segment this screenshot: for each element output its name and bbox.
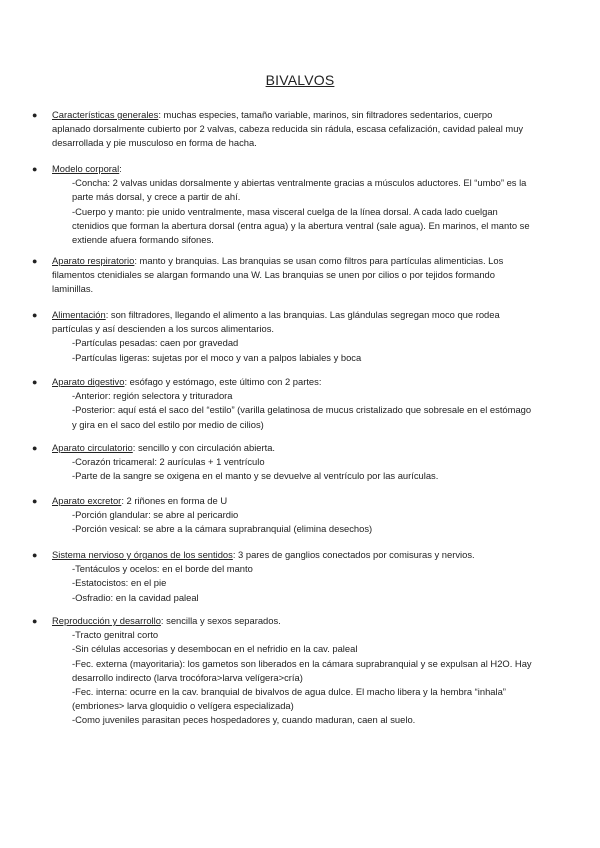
- list-item: -Sin células accesorias y desembocan en el nefridio en la cav. paleal: [72, 643, 358, 655]
- section-aparato-respiratorio: [32, 254, 532, 297]
- section-heading: Aparato circulatorio: [52, 442, 133, 453]
- section-text: : muchas especies, tamaño variable, marinos, sin filtradores sedentarios, cuerpo aplanado dorsalmente cubierto por 2 valvas, cabeza reducida sin rádula, escasa cefalización, cavidad paleal muy desarrollada y pie musculoso en forma de hacha.: [52, 109, 524, 149]
- section-text: : esófago y estómago, este último con 2 partes:: [124, 376, 322, 387]
- section-paragraph: [52, 614, 532, 728]
- section-caracteristicas: [32, 108, 532, 151]
- bullet-icon: ●: [32, 377, 38, 387]
- section-paragraph: [52, 548, 532, 605]
- section-text: : sencillo y con circulación abierta.: [132, 442, 276, 453]
- bullet-icon: ●: [32, 164, 38, 174]
- list-item: -Porción vesical: se abre a la cámara suprabranquial (elimina desechos): [72, 523, 373, 535]
- section-reproduccion: [32, 614, 532, 728]
- list-item: -Posterior: aquí está el saco del “estilo” (varilla gelatinosa de mucus cristalizado que sobresale en el estómago y gira en el saco del estilo por medio de cilios): [72, 404, 532, 430]
- list-item: -Tracto genitral corto: [72, 629, 159, 641]
- list-item: -Osfradio: en la cavidad paleal: [72, 591, 199, 603]
- section-heading: Sistema nervioso y órganos de los sentidos: [52, 549, 233, 560]
- section-text: : manto y branquias. Las branquias se usan como filtros para partículas alimenticias. Los filamentos ctenidiales se alargan formando una W. Las branquias se unen por cilios o por tejidos formando laminillas.: [52, 255, 504, 295]
- list-item: -Porción glandular: se abre al pericardio: [72, 509, 239, 521]
- section-aparato-circulatorio: [32, 441, 532, 484]
- section-paragraph: [52, 254, 532, 297]
- bullet-icon: ●: [32, 550, 38, 560]
- section-sistema-nervioso: [32, 548, 532, 605]
- list-item: -Partículas pesadas: caen por gravedad: [72, 337, 239, 349]
- section-text: :: [119, 163, 122, 174]
- section-modelo-corporal: [32, 162, 532, 247]
- section-text: : 2 riñones en forma de U: [121, 495, 228, 506]
- section-paragraph: [52, 162, 532, 247]
- list-item: -Cuerpo y manto: pie unido ventralmente, masa visceral cuelga de la línea dorsal. A cada lado cuelgan ctenidios que forman la abertura dorsal (entra agua) y la abertura ventral (sale agua). En marinos, el manto se extiende afuera formando sifones.: [72, 205, 530, 246]
- section-heading: Aparato excretor: [52, 495, 122, 506]
- document-title: BIVALVOS: [265, 72, 335, 88]
- section-paragraph: [52, 308, 532, 365]
- list-item: -Partículas ligeras: sujetas por el moco y van a palpos labiales y boca: [72, 351, 362, 363]
- section-paragraph: [52, 375, 532, 432]
- section-heading: Reproducción y desarrollo: [52, 615, 161, 626]
- section-paragraph: [52, 494, 532, 537]
- bullet-icon: ●: [32, 616, 38, 626]
- bullet-icon: ●: [32, 256, 38, 266]
- list-item: -Estatocistos: en el pie: [72, 577, 167, 589]
- section-heading: Alimentación: [52, 309, 106, 320]
- section-alimentacion: [32, 308, 532, 365]
- list-item: -Corazón tricameral: 2 aurículas + 1 ventrículo: [72, 456, 265, 468]
- list-item: -Como juveniles parasitan peces hospedadores y, cuando maduran, caen al suelo.: [72, 714, 416, 726]
- section-text: : son filtradores, llegando el alimento a las branquias. Las glándulas segregan moco que rodea partículas y así descienden a los surcos alimentarios.: [52, 309, 500, 335]
- list-item: -Anterior: región selectora y trituradora: [72, 390, 233, 402]
- section-text: : 3 pares de ganglios conectados por comisuras y nervios.: [232, 549, 475, 560]
- section-heading: Características generales: [52, 109, 159, 120]
- bullet-icon: ●: [32, 443, 38, 453]
- bullet-icon: ●: [32, 110, 38, 120]
- section-paragraph: [52, 441, 532, 484]
- section-aparato-digestivo: [32, 375, 532, 432]
- section-paragraph: [52, 108, 532, 151]
- list-item: -Fec. externa (mayoritaria): los gametos son liberados en la cámara suprabranquial y se expulsan al H2O. Hay desarrollo indirecto (larva trocófora>larva velígera>cría): [72, 657, 532, 683]
- bullet-icon: ●: [32, 310, 38, 320]
- section-text: : sencilla y sexos separados.: [160, 615, 281, 626]
- bullet-icon: ●: [32, 496, 38, 506]
- list-item: -Tentáculos y ocelos: en el borde del manto: [72, 563, 253, 575]
- section-heading: Aparato respiratorio: [52, 255, 135, 266]
- list-item: -Parte de la sangre se oxigena en el manto y se devuelve al ventrículo por las aurículas.: [72, 470, 439, 482]
- section-heading: Aparato digestivo: [52, 376, 125, 387]
- section-aparato-excretor: [32, 494, 532, 537]
- list-item: -Fec. interna: ocurre en la cav. branquial de bivalvos de agua dulce. El macho libera y la hembra “inhala” (embriones> larva gloquidio o velígera especializada): [72, 686, 506, 712]
- list-item: -Concha: 2 valvas unidas dorsalmente y abiertas ventralmente gracias a músculos aductores. El “umbo” es la parte más dorsal, y crece a partir de ahí.: [72, 177, 527, 203]
- section-heading: Modelo corporal: [52, 163, 120, 174]
